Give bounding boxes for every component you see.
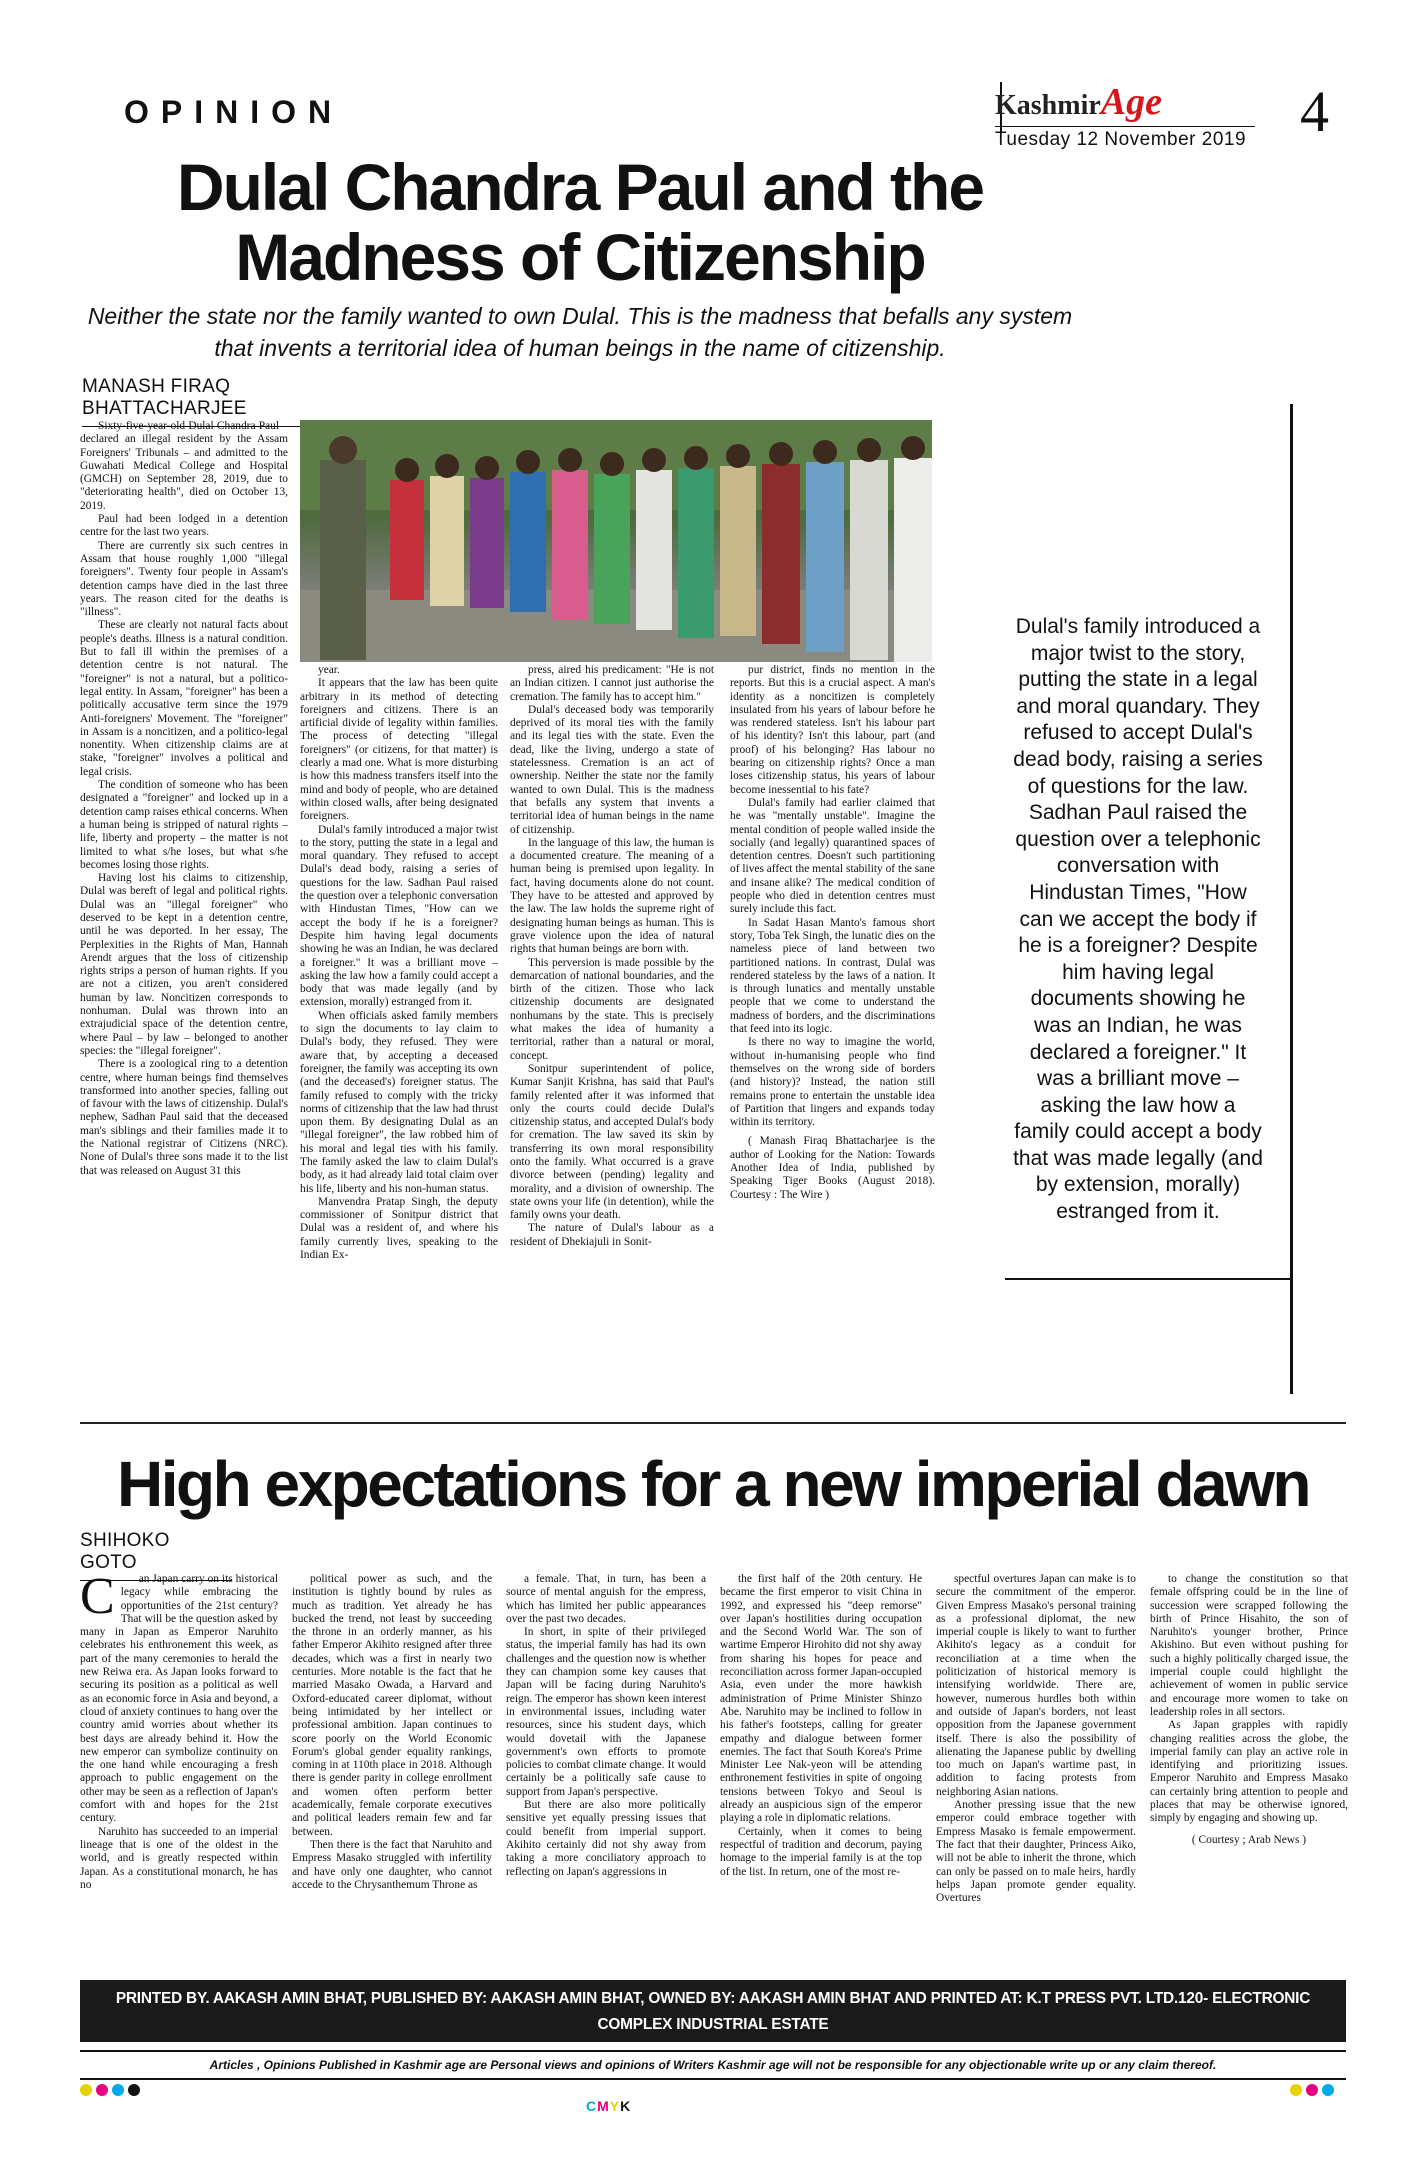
paragraph: press, aired his predicament: "He is not an Indian citizen. I cannot just authorise the cremation. The family has to accept him."	[510, 664, 714, 703]
article2-column-5	[936, 1573, 1136, 1957]
paragraph: pur district, finds no mention in the reports. But this is a crucial aspect. A man's identity as a noncitizen is completely insulated from his years of labour before he was rendered stateless. Isn't his labour part of his identity? Isn't this labour, part (and proof) of his belonging? Has labour no bearing on citizenship rights? Once a man loses citizenship status, his years of labour become inessential to his fate?	[730, 664, 935, 796]
paragraph: Sixty-five-year-old Dulal Chandra Paul – declared an illegal resident by the Assam Foreigners' Tribunals – and admitted to the Guwahati Medical College and Hospital (GMCH) on September 28, 2019, due to "deteriorating health", died on October 13, 2019.	[80, 420, 288, 512]
paragraph: It appears that the law has been quite arbitrary in its method of detecting foreigners and citizens. There is an artificial divide of legality within families. The process of detecting "illegal foreigners" (or citizens, for that matter) is clearly a mad one. What is more disturbing is how this madness transfers itself into the mind and body of people, who are detained within closed walls, after being designated foreigners.	[300, 677, 498, 823]
paragraph: Dulal's deceased body was temporarily deprived of its moral ties with the family and its legal ties with the state. Even the dead, like the living, undergo a state of statelessness. Cremation is an act of ownership. Neither the state nor the family wanted to own Dulal. This is the madness that befalls any system that invents a territorial idea of human beings in the name of citizenship.	[510, 703, 714, 836]
brand-logo: KashmirAge	[995, 81, 1162, 123]
paragraph: In Sadat Hasan Manto's famous short story, Toba Tek Singh, the lunatic dies on the nameless piece of land between two partitioned nations. In contrast, Dulal was rendered stateless by the laws of a nation. It is through lunatics and mentally unstable people that we come to understand the madness of borders, and the discriminations that feed into its logic.	[730, 916, 935, 1036]
imprint-line: PRINTED BY. AAKASH AMIN BHAT, PUBLISHED BY: AAKASH AMIN BHAT, OWNED BY: AAKASH AMIN BHAT AND PRINTED AT: K.T PRESS PVT. LTD.120- ELECTRONIC COMPLEX INDUSTRIAL ESTATE	[115, 1990, 1311, 2033]
paragraph: year.	[318, 664, 340, 676]
paragraph: to change the constitution so that female offspring could be in the line of succession were scrapped following the birth of Prince Hisahito, the son of Naruhito's younger brother, Prince Akishino. But even without pushing for such a highly politically charged issue, the imperial couple could highlight the achievement of women in public service and encourage more women to take on leadership roles in all sectors.	[1150, 1573, 1348, 1718]
pullquote: Dulal's family introduced a major twist to the story, putting the state in a legal and moral quandary. They refused to accept Dulal's dead body, raising a series of questions for the law. Sadhan Paul raised the question over a telephonic conversation with Hindustan Times, "How can we accept the body if he is a foreigner? Despite him having legal documents showing he was an Indian, he was declared a foreigner." It was a brilliant move – asking the law how a family could accept a body that was made legally (and by extension, morally) estranged from it.	[1013, 615, 1263, 1224]
paragraph: Another pressing issue that the new emperor could embrace together with Empress Masako is female empowerment. The fact that their daughter, Princess Aiko, will not be able to inherit the throne, which can only be passed on to male heirs, hardly helps Japan promote gender equality. Overtures	[936, 1799, 1136, 1905]
article-byline: MANASH FIRAQ BHATTACHARJEE	[82, 376, 388, 427]
article-column-3	[510, 664, 714, 1398]
paragraph: There is a zoological ring to a detention centre, where human beings find themselves transformed into another species, falling out of favour with the laws of citizenship. Dulal's nephew, Sadhan Paul said that the deceased man's siblings and their families made it to the National registrar of Citizens (NRC). None of Dulal's three sons made it to the list that was released on August 31 this	[80, 1058, 288, 1177]
paragraph: Then there is the fact that Naruhito and Empress Masako struggled with infertility and have only one daughter, who cannot accede to the Chrysanthemum Throne as	[292, 1838, 492, 1891]
article-column-4	[730, 664, 935, 1398]
paragraph: When officials asked family members to sign the documents to lay claim to Dulal's body, they refused. They were aware that, by accepting a deceased foreigner, the family was accepting its own (and the deceased's) foreigner status. The family refused to comply with the tricky norms of citizenship that the law had thrust upon them. By designating Dulal as an "illegal foreigner", the law robbed him of his moral and legal ties with his family. The family asked the law to claim Dulal's body, as it had already laid total claim over his life, liberty and his non-human status.	[300, 1009, 498, 1195]
paragraph: Sonitpur superintendent of police, Kumar Sanjit Krishna, has said that Paul's family relented after it was informed that only the courts could decide Dulal's citizenship status, and accepted Dulal's body for cremation. The law saved its skin by transferring its own moral responsibility onto the family. What occurred is a grave divorce between (pending) legality and morality, and a division of ownership. The state owns your life (in detention), while the family owns your death.	[510, 1062, 714, 1222]
paragraph: Manvendra Pratap Singh, the deputy commissioner of Sonitpur district that Dulal was a resident of, and where his family currently lives, speaking to the Indian Ex-	[300, 1195, 498, 1262]
crowd-photo-illustration	[300, 420, 932, 662]
article2-column-2	[292, 1573, 492, 1957]
paragraph: There are currently six such centres in Assam that house roughly 1,000 "illegal foreigners". Twenty four people in Assam's detention camps have died in the last three years. The reason cited for the deaths is "illness".	[80, 539, 288, 619]
paragraph: Dulal's family had earlier claimed that he was "mentally unstable". Imagine the mental condition of people walled inside the socially (and legally) quarantined spaces of detention centres. Doesn't such partitioning of lives affect the mental stability of the sane and insane alike? The medical condition of people who died in detention centres must surely include this fact.	[730, 796, 935, 916]
paragraph: Certainly, when it comes to being respectful of tradition and decorum, paying homage to the imperial family is at the top of the list. In return, one of the most re-	[720, 1825, 922, 1878]
masthead	[995, 80, 1255, 151]
paragraph: the first half of the 20th century. He became the first emperor to visit China in 1992, and expressed his "deep remorse" over Japan's hostilities during occupation and the Second World War. The son of wartime Emperor Hirohito did not shy away from sharing his hopes for peace and reconciliation across former Japan-occupied Asia, even under the more hawkish administration of Prime Minister Shinzo Abe. Naruhito may be inclined to follow in his father's footsteps, calling for greater empathy and dialogue between former enemies. The fact that South Korea's Prime Minister Lee Nak-yeon will be attending enthronement festivities in spite of ongoing tensions between Tokyo and Seoul is already an auspicious sign of the emperor playing a role in diplomatic relations.	[720, 1573, 922, 1825]
paragraph: political power as such, and the institution is tightly bound by rules as much as tradition. Yet already he has bucked the trend, not least by succeeding the throne in an orderly manner, as his father Emperor Akihito resigned after three decades, which was a first in nearly two centuries. More notable is the fact that he married Masako Owada, a Harvard and Oxford-educated career diplomat, without being intimidated by her intellect or professional ambition. Japan continues to score poorly on the World Economic Forum's global gender equality rankings, coming in at 110th place in 2018. Although there is gender parity in college enrollment and women often perform better academically, female corporate executives and political leaders remain few and far between.	[292, 1573, 492, 1838]
imprint-banner	[80, 1980, 1346, 2059]
article-column-1	[80, 420, 288, 1398]
pullquote-vertical-rule	[1290, 404, 1293, 1394]
cmyk-mark: CMYK	[586, 2098, 632, 2114]
author-note: ( Manash Firaq Bhattacharjee is the author of Looking for the Nation: Towards Another Idea of India, published by Speaking Tiger Books (August 2018). Courtesy : The Wire )	[730, 1135, 935, 1201]
courtesy-note: ( Courtesy ; Arab News )	[1191, 1833, 1307, 1846]
paragraph: These are clearly not natural facts about people's deaths. Illness is a natural condition. But to fall ill within the premises of a detention centre is not natural. The "foreigner" is not a natural, but a politico-legal entity. In Assam, "foreigner" has been a politically accusative term since the 1979 Anti-foreigners' Movement. The "foreigner" in Assam is a noncitizen, and a politico-legal nonentity. When citizenship claims are at stake, "foreigner" involves a political and legal crisis.	[80, 619, 288, 778]
paragraph: In the language of this law, the human is a documented creature. The meaning of a human being is premised upon legality. In fact, having documents alone do not count. They have to be attested and approved by the law. The law holds the supreme right of designating human beings as human. This is grave violence upon the idea of natural rights that human beings are born with.	[510, 836, 714, 956]
article-headline: Dulal Chandra Paul and the Madness of Citizenship	[176, 150, 984, 294]
paragraph: spectful overtures Japan can make is to secure the commitment of the emperor. Given Empress Masako's personal training as a professional diplomat, the new imperial couple is likely to want to further Akihito's legacy as a conduit for reconciliation at a time when the politicization of historical memory is intensifying worldwide. There are, however, numerous hurdles both within and outside of Japan's borders, not least opposition from the Japanese government itself. There is also the possibility of alienating the Japanese public by dwelling too much on Japan's wartime past, in addition to facing protests from neighboring Asian nations.	[936, 1573, 1136, 1798]
paragraph: This perversion is made possible by the demarcation of national boundaries, and the birth of the citizen. Those who lack citizenship documents are designated nonhumans by the state. This is precisely what makes the idea of humanity a territorial, rather than a natural or moral, concept.	[510, 956, 714, 1062]
article2-column-1	[80, 1573, 278, 1957]
paragraph: The condition of someone who has been designated a "foreigner" and locked up in a detention camp raises ethical concerns. When a human being is stripped of natural rights – life, liberty and property – the matter is not limited to what s/he loses, but what s/he becomes losing those rights.	[80, 779, 288, 871]
article-column-2	[300, 664, 498, 1398]
section-label: OPINION	[124, 94, 344, 130]
paragraph: Naruhito has succeeded to an imperial lineage that is one of the oldest in the world, and is greatly respected within Japan. As a constitutional monarch, he has no	[80, 1825, 278, 1891]
paragraph: Having lost his claims to citizenship, Dulal was bereft of legal and political rights. Dulal was an "illegal foreigner" who deserved to be kept in a detention centre, until he was deported. In her essay, The Perplexities in the Rights of Man, Hannah Arendt argues that the loss of citizenship rights strips a person of human rights. If you are not a citizen, you aren't considered human by law. Noncitizen corresponds to nonhuman. Dulal was thrown into an extrajudicial space of the detention centre, where Paul – by law – belonged to another species: the "illegal foreigner".	[80, 872, 288, 1057]
article-standfirst: Neither the state nor the family wanted to own Dulal. This is the madness that befalls any system that invents a territorial idea of human beings in the name of citizenship.	[87, 303, 1073, 361]
publication-date: Tuesday 12 November 2019	[995, 126, 1255, 151]
imprint-line: RANGRETH BUDGAM, J&K. AND PUBLISHED AT: MEDIA ENCLAVE RESIDENCY ROAD SGR. 190001 J&K. EDITOR: AAKASH AMIN BHAT, JKENG/2006/23952	[154, 2042, 1272, 2059]
article-byline-2: SHIHOKO GOTO	[80, 1530, 232, 1581]
section-divider	[80, 1422, 1346, 1424]
paragraph: a female. That, in turn, has been a source of mental anguish for the empress, which has limited her public appearances over the past two decades.	[506, 1573, 706, 1625]
paragraph: an Japan carry on its historical legacy while embracing the opportunities of the 21st century? That will be the question asked by many in Japan as Emperor Naruhito celebrates his enthronement this week, as part of the many ceremonies to herald the new Reiwa era. As Japan looks forward to securing its position as a political as well as an economic force in Asia and beyond, a cloud of anxiety continues to hang over the country amid worries about whether its best days are already behind it. How the new emperor can symbolize continuity on the one hand while encouraging a fresh approach to public engagement on the other may be seen as a reflection of Japan's comfort with and hopes for the 21st century.	[80, 1573, 278, 1825]
article2-column-4	[720, 1573, 922, 1957]
pullquote-horizontal-rule	[1005, 1278, 1293, 1280]
paragraph: As Japan grapples with rapidly changing realities across the globe, the imperial family can play an active role in identifying and prioritizing issues. Emperor Naruhito and Empress Masako can certainly bring attention to people and places that may be otherwise ignored, simply by engaging and showing up.	[1150, 1719, 1348, 1825]
registration-marks-left	[80, 2083, 144, 2101]
article2-column-6	[1150, 1573, 1348, 1957]
registration-marks-right	[1290, 2083, 1338, 2101]
paragraph: In short, in spite of their privileged status, the imperial family has had its own challenges and the question now is whether they can champion some key causes that Japan will be facing during Naruhito's reign. The emperor has shown keen interest in environmental issues, including water resources, since his student days, which would dovetail with the Japanese government's own efforts to promote policies to combat climate change. It would certainly be a politically safe cause to support from Japan's perspective.	[506, 1626, 706, 1798]
paragraph: The nature of Dulal's labour as a resident of Dhekiajuli in Sonit-	[510, 1222, 714, 1248]
article-headline-2: High expectations for a new imperial dawn	[117, 1448, 1309, 1520]
news-photo	[300, 420, 932, 662]
paragraph: But there are also more politically sensitive yet equally pressing issues that could benefit from imperial support. Akihito certainly did not shy away from taking a more conciliatory approach to reflecting on Japan's aggressions in	[506, 1799, 706, 1878]
disclaimer: Articles , Opinions Published in Kashmir age are Personal views and opinions of Writers Kashmir age will not be responsible for any objectionable write up or any claim thereof.	[80, 2050, 1346, 2080]
paragraph: Is there no way to imagine the world, without in-humanising people who find themselves on the wrong side of borders (and history)? Instead, the nation still remains prone to entertain the unstable idea of Partition that lingers and expands today within its territory.	[730, 1036, 935, 1129]
article2-column-3	[506, 1573, 706, 1957]
paragraph: Paul had been lodged in a detention centre for the last two years.	[80, 513, 288, 539]
paragraph: Dulal's family introduced a major twist to the story, putting the state in a legal and moral quandary. They refused to accept Dulal's dead body, raising a series of questions for the law. Sadhan Paul raised the question over a telephonic conversation with Hindustan Times, "How can we accept the body if he is a foreigner? Despite him having legal documents showing he was an Indian, he was declared a foreigner." It was a brilliant move – asking the law how a family could accept a body that was made legally (and by extension, morally) estranged from it.	[300, 823, 498, 1009]
drop-cap: C	[80, 1573, 115, 1625]
page-number: 4	[1300, 79, 1329, 144]
